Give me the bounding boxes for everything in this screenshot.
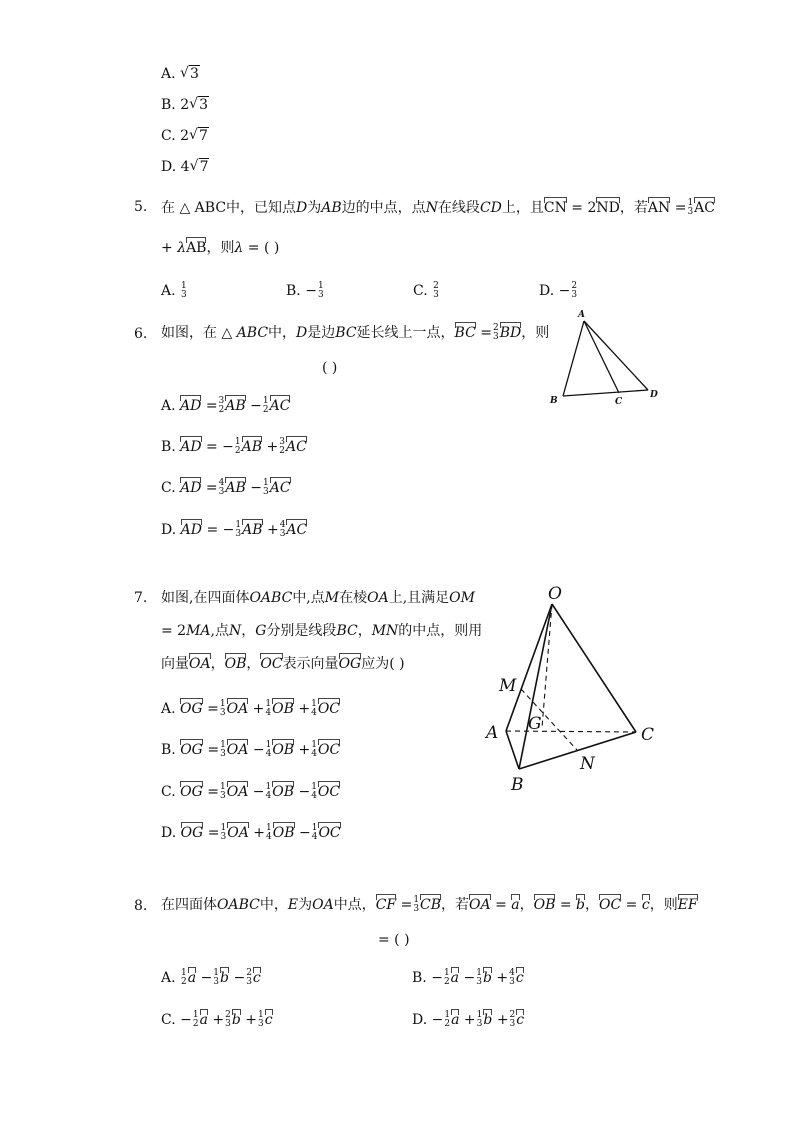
q7-option-b[interactable]: B. OG = 1 3 OA − 1 4 OB + 1 4 OC xyxy=(161,740,341,759)
option-letter: B. xyxy=(161,97,176,113)
edge-oc xyxy=(552,604,636,732)
q7-stem-line3: 向量OA，OB，OC表示向量OG应为( ) xyxy=(161,652,405,673)
q7-stem-line2: = 2MA,点N，G分别是线段BC，MN的中点，则用 xyxy=(161,623,483,639)
q5-option-c[interactable]: C. 2 3 xyxy=(413,281,439,300)
fraction: 1 3 xyxy=(181,281,187,300)
q4-option-a[interactable] xyxy=(161,66,200,82)
vector: AB xyxy=(186,236,206,256)
q4-option-c[interactable]: C. 2√ 7 xyxy=(161,128,209,144)
vector: BC xyxy=(455,321,476,341)
q7-option-c[interactable]: C. OG = 1 3 OA − 1 4 OB − 1 4 OC xyxy=(161,782,341,801)
q7-option-a[interactable]: A. OG = 1 3 OA + 1 4 OB + 1 4 OC xyxy=(161,699,341,718)
fraction: 2 3 xyxy=(433,281,439,300)
sqrt: √ 3 xyxy=(189,97,209,113)
segment-og xyxy=(542,604,552,728)
vector: BD xyxy=(500,321,522,341)
vector: AC xyxy=(694,196,715,216)
q8-option-b[interactable]: B. − 1 2 a − 1 3 b + 4 3 c xyxy=(412,968,524,987)
q6-option-d[interactable]: D. AD = − 1 3 AB + 4 3 AC xyxy=(161,520,308,539)
q4-option-d[interactable]: D. 4√ 7 xyxy=(161,159,209,175)
q5-stem-line2: + λAB，则λ = ( ) xyxy=(161,236,279,257)
label-n: N xyxy=(580,754,595,774)
q7-stem-line1: 如图,在四面体OABC中,点M在棱OA上,且满足OM xyxy=(161,590,475,606)
fraction: 2 3 xyxy=(571,281,578,300)
q7-number: 7. xyxy=(134,590,148,606)
option-letter: A. xyxy=(161,66,176,82)
label-o: O xyxy=(548,584,562,604)
q6-option-a[interactable]: A. AD = 3 2 AB − 1 2 AC xyxy=(161,396,291,415)
q6-number: 6. xyxy=(134,326,148,342)
edge-ab xyxy=(563,321,584,396)
q4-option-b[interactable]: B. 2√ 3 xyxy=(161,97,209,113)
q6-option-b[interactable]: B. AD = − 1 2 AB + 3 2 AC xyxy=(161,437,307,456)
edge-ad xyxy=(584,321,648,390)
fraction: 2 3 xyxy=(493,323,499,342)
q6-triangle-figure xyxy=(540,305,670,410)
q5-option-d[interactable]: D. − 2 3 xyxy=(539,281,578,300)
vector: AN xyxy=(648,196,670,216)
option-letter: C. xyxy=(161,128,176,144)
edge-ab xyxy=(506,731,519,769)
q8-answer-paren: = ( ) xyxy=(378,932,410,948)
label-c: C xyxy=(641,725,655,745)
label-m: M xyxy=(499,676,517,696)
label-a: A xyxy=(578,310,585,320)
fraction: 1 3 xyxy=(317,281,324,300)
q6-answer-paren: ( ) xyxy=(322,360,338,376)
q8-option-d[interactable]: D. − 1 2 a + 1 3 b + 2 3 c xyxy=(412,1010,525,1029)
label-d: D xyxy=(650,390,658,400)
sqrt: √ 7 xyxy=(189,128,209,144)
option-letter: D. xyxy=(161,159,177,175)
vector: CN xyxy=(544,196,567,216)
q5-option-a[interactable]: A. 1 3 xyxy=(161,281,187,300)
edge-ac-hidden xyxy=(506,731,636,732)
label-c: C xyxy=(615,397,623,407)
edge-ob xyxy=(519,604,552,769)
q5-stem-line1: 在 △ ABC中，已知点D为AB边的中点，点N在线段CD上，且CN = 2ND，若AN = 1 3 AC xyxy=(161,198,715,217)
label-b: B xyxy=(550,396,558,406)
sqrt: √ 3 xyxy=(180,66,200,82)
q8-stem: 在四面体OABC中，E为OA中点，CF = 1 3 CB，若OA = a，OB = b，OC = c，则EF xyxy=(161,895,698,914)
q6-stem: 如图，在 △ ABC中，D是边BC延长线上一点，BC = 2 3 BD，则 xyxy=(161,323,550,342)
label-g: G xyxy=(528,714,542,734)
q6-option-c[interactable]: C. AD = 4 3 AB − 1 3 AC xyxy=(161,478,291,497)
edge-bd xyxy=(563,390,648,396)
q7-tetrahedron-figure xyxy=(480,578,670,798)
q5-option-b[interactable]: B. − 1 3 xyxy=(286,281,324,300)
label-a: A xyxy=(486,723,499,743)
fraction: 1 3 xyxy=(687,198,694,217)
edge-ac xyxy=(584,321,619,393)
edge-bc xyxy=(519,732,636,769)
q8-option-a[interactable]: A. 1 2 a − 1 3 b − 2 3 c xyxy=(161,968,261,987)
q8-option-c[interactable]: C. − 1 2 a + 2 3 b + 1 3 c xyxy=(161,1010,273,1029)
sqrt: √ 7 xyxy=(190,159,210,175)
q5-number: 5. xyxy=(134,199,148,215)
vector: ND xyxy=(596,196,619,216)
edge-oa xyxy=(506,604,552,731)
q7-option-d[interactable]: D. OG = 1 3 OA + 1 4 OB − 1 4 OC xyxy=(161,823,341,842)
label-b: B xyxy=(511,775,524,795)
q8-number: 8. xyxy=(134,898,148,914)
